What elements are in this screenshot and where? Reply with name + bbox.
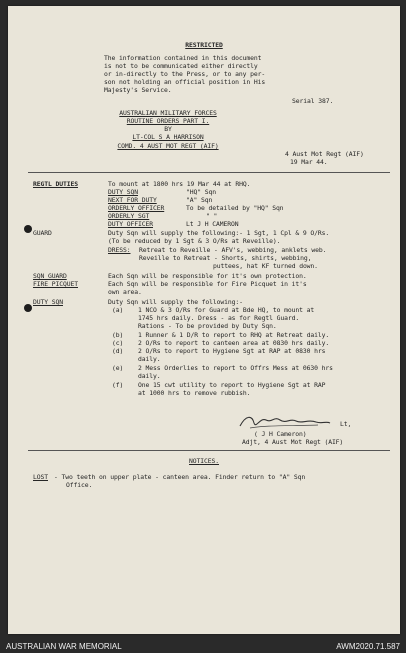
duty-label: NEXT FOR DUTY	[108, 196, 157, 204]
duty-label: DUTY OFFICER	[108, 220, 153, 228]
security-notice-line: The information contained in this document	[104, 54, 262, 62]
title-line: LT-COL S A HARRISON	[132, 133, 204, 141]
punch-hole	[24, 225, 32, 233]
document-page	[8, 6, 400, 634]
guard-text-line: (To be reduced by 1 Sgt & 3 O/Rs at Reveille).	[108, 237, 281, 245]
notices-heading: NOTICES.	[189, 457, 219, 465]
lost-label: LOST	[33, 473, 48, 481]
title-line: ROUTINE ORDERS PART I.	[126, 117, 210, 125]
archive-name: AUSTRALIAN WAR MEMORIAL	[6, 642, 122, 651]
duty-label: DUTY SQN	[108, 188, 138, 196]
guard-text-line: Duty Sqn will supply the following:- 1 Sgt, 1 Cpl & 9 O/Rs.	[108, 229, 330, 237]
duty-sqn-intro: Duty Sqn will supply the following:-	[108, 298, 243, 306]
regtl-duties-intro: To mount at 1800 hrs 19 Mar 44 at RHQ.	[108, 180, 251, 188]
duty-value: "A" Sqn	[186, 196, 213, 204]
dress-text-line: Retreat to Reveille - AFV's, webbing, anklets web.	[139, 246, 327, 254]
duty-value: " "	[206, 212, 218, 220]
lost-notice-line: Office.	[66, 481, 93, 489]
signatory-title: Adjt, 4 Aust Mot Regt (AIF)	[242, 438, 344, 446]
serial-number: Serial 387.	[292, 97, 334, 105]
list-item-line: daily.	[138, 372, 161, 380]
punch-hole	[24, 304, 32, 312]
list-marker: (c)	[112, 339, 124, 347]
lost-notice-line: - Two teeth on upper plate - canteen area. Finder return to "A" Sqn	[54, 473, 306, 481]
list-item-line: One 15 cwt utility to report to Hygiene Sgt at RAP	[138, 381, 326, 389]
guard-label: GUARD	[33, 229, 52, 237]
security-notice-line: son not holding an official position in His	[104, 78, 266, 86]
classification-marking: RESTRICTED	[185, 41, 223, 49]
list-item-line: 2 O/Rs to report to Hygiene Sgt at RAP at 0830 hrs	[138, 347, 326, 355]
duty-label: ORDERLY SGT	[108, 212, 150, 220]
fire-picquet-label: FIRE PICQUET	[33, 280, 78, 288]
list-item-line: 2 O/Rs to report to canteen area at 0830 hrs daily.	[138, 339, 330, 347]
signatory-name: ( J H Cameron)	[254, 430, 307, 438]
dress-text-line: Reveille to Retreat - Shorts, shirts, webbing,	[139, 254, 312, 262]
sqn-guard-label: SQN GUARD	[33, 272, 67, 280]
title-line: COMD. 4 AUST MOT REGT (AIF)	[117, 142, 219, 150]
security-notice-line: Majesty's Service.	[104, 86, 172, 94]
list-item-line: at 1000 hrs to remove rubbish.	[138, 389, 251, 397]
regtl-duties-heading: REGTL DUTIES	[33, 180, 78, 188]
unit-name: 4 Aust Mot Regt (AIF)	[285, 150, 364, 158]
list-marker: (e)	[112, 364, 124, 372]
list-marker: (a)	[112, 306, 124, 314]
section-divider	[28, 172, 390, 173]
security-notice-line: or in-directly to the Press, or to any per-	[104, 70, 266, 78]
order-date: 19 Mar 44.	[290, 158, 328, 166]
list-item-line: Rations - To be provided by Duty Sqn.	[138, 322, 277, 330]
duty-label: ORDERLY OFFICER	[108, 204, 165, 212]
sqn-guard-text: Each Sqn will be responsible for it's own protection.	[108, 272, 307, 280]
dress-label: DRESS:	[108, 246, 131, 254]
list-marker: (f)	[112, 381, 124, 389]
section-divider	[28, 450, 390, 451]
list-item-line: daily.	[138, 355, 161, 363]
list-item-line: 1745 hrs daily. Dress - as for Regtl Guard.	[138, 314, 300, 322]
signatory-rank: Lt,	[340, 420, 352, 428]
duty-value: "HQ" Sqn	[186, 188, 216, 196]
list-marker: (d)	[112, 347, 124, 355]
list-item-line: 1 Runner & 1 D/R to report to RHQ at Retreat daily.	[138, 331, 330, 339]
security-notice-line: is not to be communicated either directly	[104, 62, 258, 70]
title-line: AUSTRALIAN MILITARY FORCES	[119, 109, 217, 117]
dress-text-line: puttees, hat KF turned down.	[213, 262, 318, 270]
archive-footer	[0, 640, 406, 653]
title-line: BY	[164, 125, 172, 133]
list-item-line: 2 Mess Orderlies to report to Offrs Mess at 0630 hrs	[138, 364, 333, 372]
duty-value: Lt J H CAMERON	[186, 220, 239, 228]
list-marker: (b)	[112, 331, 124, 339]
duty-value: To be detailed by "HQ" Sqn	[186, 204, 284, 212]
fire-picquet-text-line: own area.	[108, 288, 142, 296]
list-item-line: 1 NCO & 3 O/Rs for Guard at Bde HQ, to mount at	[138, 306, 315, 314]
fire-picquet-text-line: Each Sqn will be responsible for Fire Picquet in it's	[108, 280, 307, 288]
accession-number: AWM2020.71.587	[336, 642, 400, 651]
duty-sqn-label: DUTY SQN	[33, 298, 63, 306]
